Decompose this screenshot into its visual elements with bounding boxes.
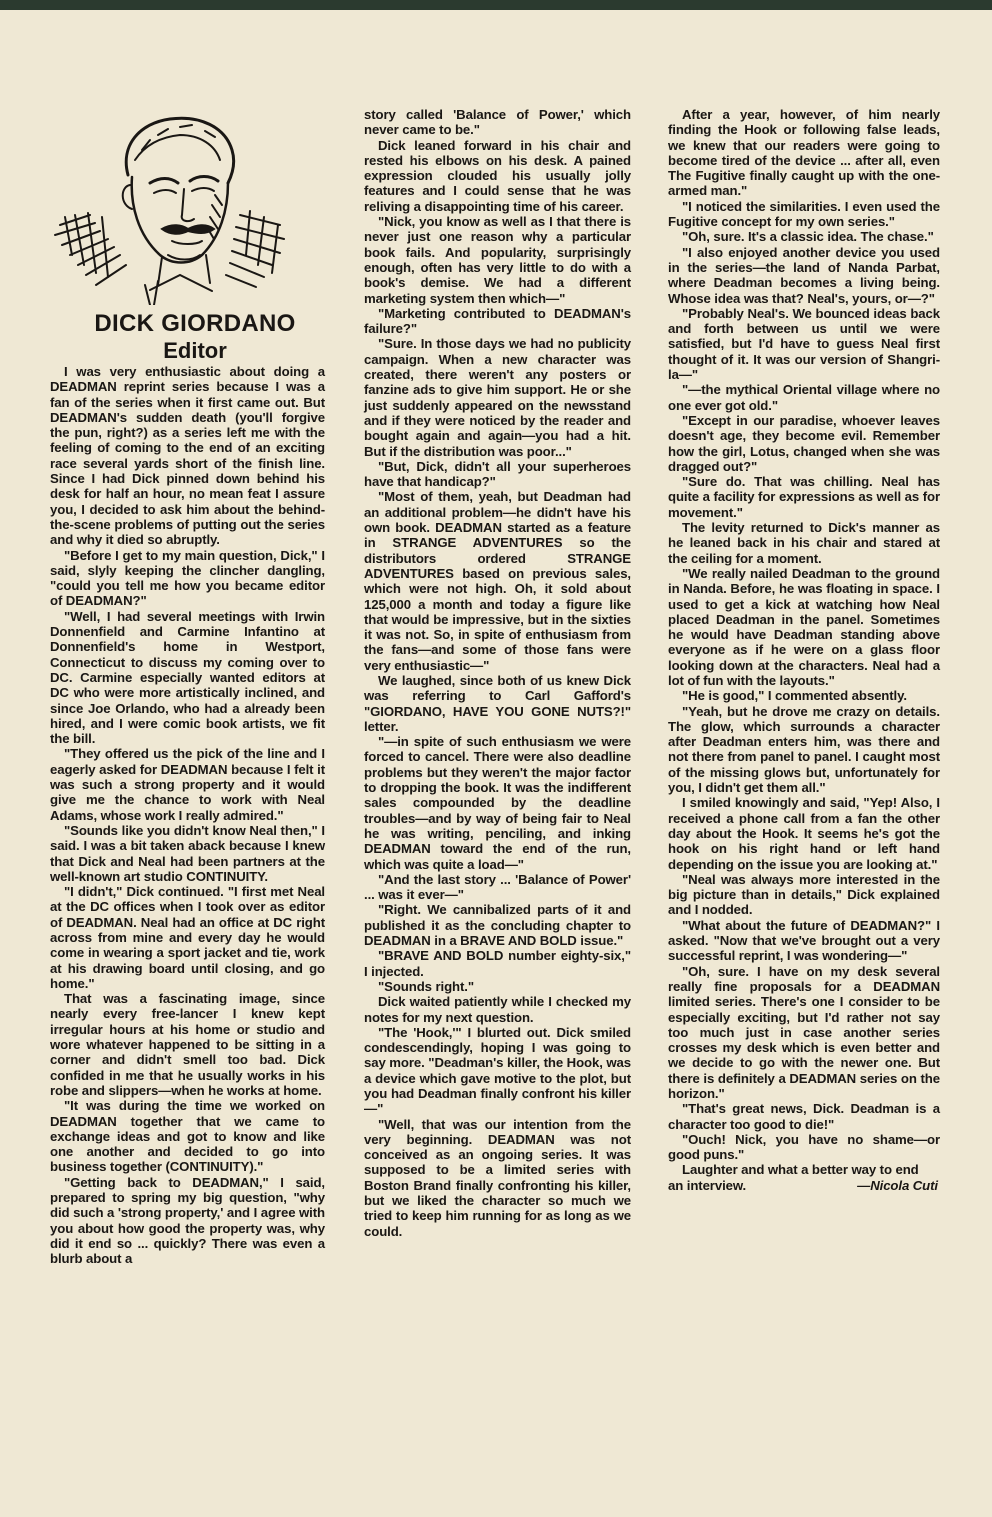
paragraph: "Well, that was our intention from the very beginning. DEADMAN was not conceived as an ongoing series. It was supposed to be a limited series with Boston Brand finally confronting his killer, but we liked the character so much we tried to keep him running for as long as we could. <box>364 1116 631 1239</box>
byline-role: Editor <box>163 338 227 363</box>
paragraph: "Right. We cannibalized parts of it and published it as the concluding chapter to DEADMAN in a BRAVE AND BOLD issue." <box>364 902 631 949</box>
paragraph: "But, Dick, didn't all your superheroes have that handicap?" <box>364 458 631 490</box>
article-page <box>0 10 992 1517</box>
article-column-3 <box>668 107 940 1193</box>
paragraph: "Oh, sure. I have on my desk several really fine proposals for a DEADMAN limited series. There's one I consider to be especially exciting, but I'd rather not say too much just in case another series crosses my desk which is even better and we decide to go with the newer one. But there is definitely a DEADMAN series on the horizon." <box>668 963 940 1101</box>
paragraph: I was very enthusiastic about doing a DEADMAN reprint series because I was a fan of the series when it first came out. But DEADMAN's sudden death (you'll forgive the pun, right?) as a series left me with the feeling of coming to the end of an exciting race several yards short of the finish line. Since I had Dick pinned down behind his desk for half an hour, no mean feat I assure you, I decided to ask him about the behind-the-scene problems of putting out the series and why it died so abruptly. <box>50 364 325 548</box>
paragraph: Dick leaned forward in his chair and rested his elbows on his desk. A pained expression clouded his usually jolly features and I could sense that he was reliving a disappointing time of his career. <box>364 137 631 214</box>
paragraph: That was a fascinating image, since nearly every free-lancer I knew kept irregular hours at his home or studio and wore whatever happened to be sitting in a corner and didn't smell too bad. Dick confided in me that he usually works in his robe and slippers—when he works at home. <box>50 991 325 1098</box>
paragraph: "Yeah, but he drove me crazy on details. The glow, which surrounds a character after Deadman enters him, was there and not there from panel to panel. I caught most of the missing glows but, unfortunately for you, I didn't get them all." <box>668 703 940 796</box>
paragraph: We laughed, since both of us knew Dick was referring to Carl Gafford's "GIORDANO, HAVE YOU GONE NUTS?!" letter. <box>364 672 631 734</box>
paragraph: "We really nailed Deadman to the ground in Nanda. Before, he was floating in space. I used to get a kick at watching how Neal placed Deadman in the panel. Sometimes he would have Deadman standing above everyone as if he were on a glass floor looking down at the characters. Neal had a lot of fun with the layouts." <box>668 565 940 688</box>
paragraph: I smiled knowingly and said, "Yep! Also, I received a phone call from a fan the other day about the Hook. It seems he's got the hook on his right hand or left hand depending on the issue you are looking at." <box>668 795 940 872</box>
paragraph: "Neal was always more interested in the big picture than in details," Dick explained and I nodded. <box>668 871 940 918</box>
byline-name: DICK GIORDANO <box>94 310 296 337</box>
paragraph: story called 'Balance of Power,' which never came to be." <box>364 107 631 138</box>
paragraph: "Sure do. That was chilling. Neal has quite a facility for expressions as well as for movement." <box>668 474 940 520</box>
top-border <box>0 0 992 10</box>
editor-portrait-sketch <box>50 105 305 305</box>
paragraph: "Except in our paradise, whoever leaves doesn't age, they become evil. Remember how the girl, Lotus, changed when she was dragged out?" <box>668 412 940 474</box>
paragraph: After a year, however, of him nearly finding the Hook or following false leads, we knew that our readers were going to become tired of the device ... after all, even The Fugitive finally caught up with the one-armed man." <box>668 107 940 199</box>
article-column-2 <box>364 107 631 1239</box>
paragraph: The levity returned to Dick's manner as he leaned back in his chair and stared at the ceiling for a moment. <box>668 520 940 566</box>
paragraph: "I didn't," Dick continued. "I first met Neal at the DC offices when I took over as editor of DEADMAN. Neal had an office at DC right across from mine and every day he would come in wearing a sport jacket and tie, work at his drawing board until closing, and go home." <box>50 884 325 991</box>
author-signature: —Nicola Cuti <box>857 1177 938 1193</box>
paragraph: Laughter and what a better way to end <box>682 1162 919 1178</box>
paragraph: "The 'Hook,'" I blurted out. Dick smiled condescendingly, hoping I was going to say more. "Deadman's killer, the Hook, was a device which gave motive to the plot, but you had Deadman finally confront his killer—" <box>364 1024 631 1117</box>
paragraph: "Marketing contributed to DEADMAN's failure?" <box>364 305 631 337</box>
paragraph: Dick waited patiently while I checked my notes for my next question. <box>364 994 631 1025</box>
paragraph: "Well, I had several meetings with Irwin Donnenfield and Carmine Infantino at Donnenfield's home in Westport, Connecticut to discuss my coming over to DC. Carmine especially wanted editors at DC who were more artistically inclined, and since Joe Orlando, who had a already been hired, and I were comic book artists, we fit the bill. <box>50 608 325 747</box>
paragraph: "They offered us the pick of the line and I eagerly asked for DEADMAN because I felt it was such a strong property and it would give me the chance to work with Neal Adams, whose work I really admired." <box>50 746 325 823</box>
paragraph: "Oh, sure. It's a classic idea. The chase." <box>682 229 934 245</box>
paragraph: "I also enjoyed another device you used in the series—the land of Nanda Parbat, where Deadman becomes a living being. Whose idea was that? Neal's, yours, or—?" <box>668 244 940 306</box>
paragraph: "Ouch! Nick, you have no shame—or good puns." <box>668 1131 940 1163</box>
paragraph: "BRAVE AND BOLD number eighty-six," I injected. <box>364 948 631 979</box>
closing-text: an interview. <box>668 1177 747 1193</box>
paragraph: "Sure. In those days we had no publicity campaign. When a new character was created, there weren't any posters or fanzine ads to give him support. He or she just suddenly appeared on the newsstand and if they were noticed by the reader and bought again and again—you had a hit. But if the distribution was poor..." <box>364 336 631 459</box>
paragraph: "And the last story ... 'Balance of Power' ... was it ever—" <box>364 871 631 903</box>
closing-line <box>668 1178 940 1193</box>
paragraph: "Getting back to DEADMAN," I said, prepared to spring my big question, "why did such a 'strong property,' and I agree with you about how good the property was, why did it end so ... quickly? There was even a blurb about a <box>50 1174 325 1267</box>
paragraph: "Sounds like you didn't know Neal then," I said. I was a bit taken aback because I knew that Dick and Neal had been partners at the well-known art studio CONTINUITY. <box>50 822 325 884</box>
paragraph: "He is good," I commented absently. <box>682 688 907 704</box>
paragraph: "Probably Neal's. We bounced ideas back and forth between us until we were satisfied, but I'd have to guess Neal first thought of it. It was our version of Shangri-la—" <box>668 305 940 383</box>
paragraph: "That's great news, Dick. Deadman is a character too good to die!" <box>668 1101 940 1132</box>
paragraph: "—the mythical Oriental village where no one ever got old." <box>668 382 940 413</box>
article-column-1 <box>50 364 325 1267</box>
paragraph: "Nick, you know as well as I that there is never just one reason why a particular book fails. And popularity, surprisingly enough, often has very little to do with a book's demise. We had a different marketing system then which—" <box>364 214 631 306</box>
paragraph: "Most of them, yeah, but Deadman had an additional problem—he didn't have his own book. DEADMAN started as a feature in STRANGE ADVENTURES so the distributors ordered STRANGE ADVENTURES based on previous sales, which were not high. Oh, it sold about 125,000 a month and today a figure like that would be impressive, but in the sixties it was not. So, in spite of enthusiasm from the fans—and some of those fans were very enthusiastic—" <box>364 489 631 673</box>
paragraph: "Before I get to my main question, Dick," I said, slyly keeping the clincher dangling, "could you tell me how you became editor of DEADMAN?" <box>50 547 325 609</box>
paragraph: "Sounds right." <box>378 978 474 994</box>
paragraph: "It was during the time we worked on DEADMAN together that we came to exchange ideas and got to know and like one another and decided to go into business together (CONTINUITY)." <box>50 1098 325 1175</box>
paragraph: "—in spite of such enthusiasm we were forced to cancel. There were also deadline problems but they weren't the major factor to dropping the book. It was the indifferent sales compounded by the deadline troubles—and by way of being fair to Neal he was writing, penciling, and inking DEADMAN toward the end of the run, which was quite a load—" <box>364 734 631 872</box>
paragraph: "I noticed the similarities. I even used the Fugitive concept for my own series." <box>668 198 940 230</box>
paragraph: "What about the future of DEADMAN?" I asked. "Now that we've brought out a very successful reprint, I was wondering—" <box>668 917 940 964</box>
